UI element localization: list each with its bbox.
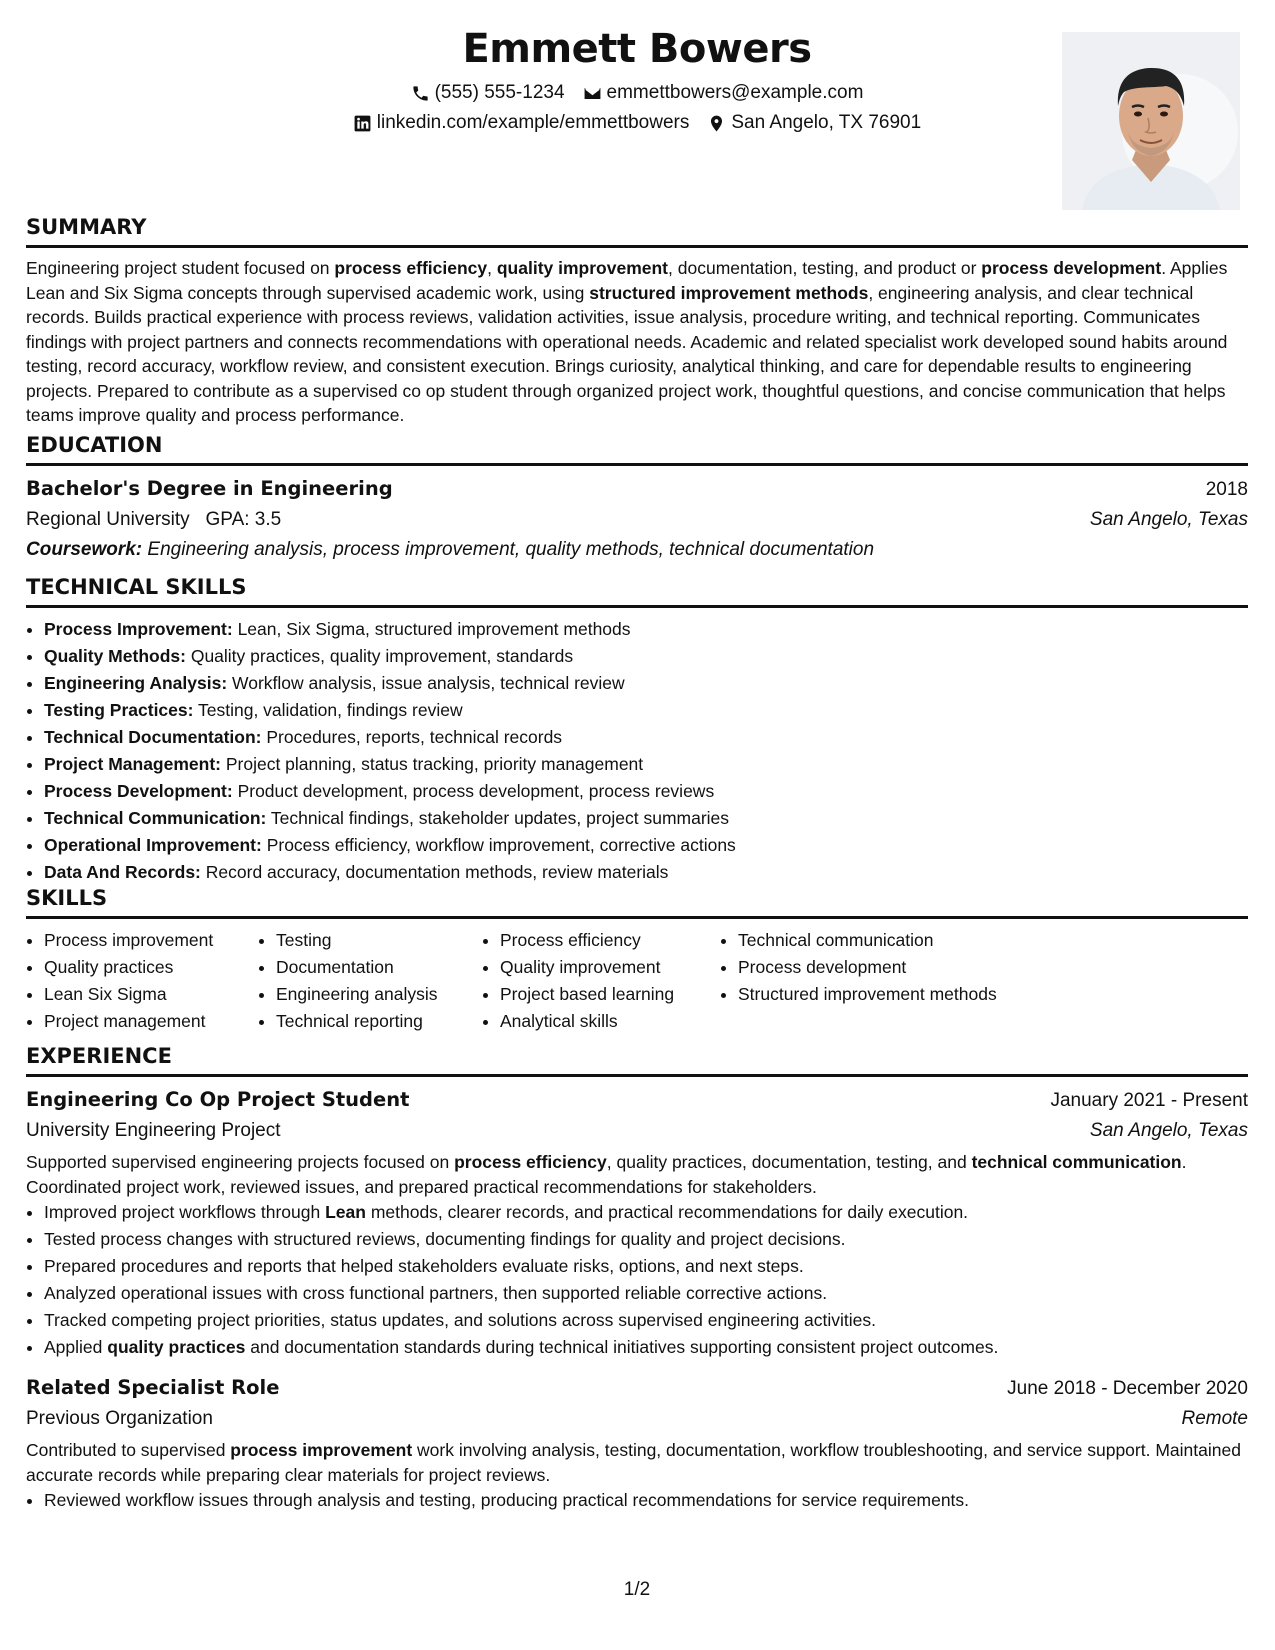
skill-item: • Process improvement [44, 927, 258, 954]
gpa: GPA: 3.5 [205, 509, 282, 530]
envelope-icon [583, 84, 602, 103]
text-segment: , [487, 258, 497, 278]
technical-skill-label: Testing Practices: [44, 700, 194, 720]
skill-item: • Technical communication [738, 927, 1058, 954]
skill-item: • Quality practices [44, 954, 258, 981]
experience-entries [26, 1085, 1248, 1514]
technical-skill-value: Product development, process development, process reviews [237, 781, 715, 801]
text-segment: Improved project workflows through [44, 1202, 326, 1222]
job-bullet [44, 1307, 1248, 1334]
emphasis-text: Lean [325, 1202, 366, 1222]
education-row-1 [26, 474, 1248, 505]
linkedin-link[interactable]: linkedin.com/example/emmettbowers [376, 112, 690, 133]
summary-section [26, 213, 1248, 428]
technical-skill-item [44, 697, 1248, 724]
skill-item: • Quality improvement [500, 954, 720, 981]
job-bullet [44, 1226, 1248, 1253]
text-segment: . Applies Lean and Six Sigma concepts through supervised academic work, using [26, 258, 1228, 303]
text-segment: and documentation standards during technical initiatives supporting consistent project outcomes. [245, 1337, 999, 1357]
degree-title: Bachelor's Degree in Engineering [26, 477, 393, 500]
experience-heading: EXPERIENCE [26, 1042, 1248, 1077]
technical-skill-value: Record accuracy, documentation methods, review materials [205, 862, 669, 882]
text-segment: work involving analysis, testing, documentation, workflow troubleshooting, and service support. Maintained accurate records while preparing clear materials for project reviews. [26, 1440, 1241, 1485]
experience-entry [26, 1373, 1248, 1514]
technical-skill-label: Technical Documentation: [44, 727, 262, 747]
job-row-1 [26, 1085, 1248, 1116]
job-organization: University Engineering Project [26, 1120, 281, 1141]
profile-photo [1062, 32, 1240, 210]
text-segment: Supported supervised engineering projects focused on [26, 1152, 455, 1172]
technical-skill-value: Quality practices, quality improvement, standards [190, 646, 574, 666]
text-segment: methods, clearer records, and practical recommendations for daily execution. [365, 1202, 969, 1222]
technical-skill-value: Testing, validation, findings review [198, 700, 463, 720]
emphasis-text: process improvement [230, 1440, 413, 1460]
text-segment: Applied [44, 1337, 108, 1357]
emphasis-text: quality practices [107, 1337, 246, 1357]
technical-skill-label: Operational Improvement: [44, 835, 262, 855]
technical-skill-item [44, 751, 1248, 778]
linkedin-icon [353, 114, 372, 133]
job-bullet [44, 1199, 1248, 1226]
graduation-year: 2018 [1205, 479, 1248, 500]
job-dates: June 2018 - December 2020 [1007, 1378, 1248, 1399]
text-segment: , engineering analysis, and clear technical records. Builds practical experience with process reviews, validation activities, issue analysis, procedure writing, and technical reporting. Communicates findings with project partners and connects recommendations with operational needs. Academic and related specialist work developed sound habits around testing, record accuracy, workflow review, and consistent execution. Brings curiosity, analytical thinking, and care for dependable results to engineering projects. Prepared to contribute as a supervised co op student through organized project work, thoughtful questions, and concise communication that helps teams improve quality and process performance. [26, 282, 1228, 425]
candidate-name: Emmett Bowers [462, 26, 812, 72]
technical-skill-item [44, 724, 1248, 751]
technical-skill-value: Project planning, status tracking, priority management [225, 754, 644, 774]
technical-skills-section [26, 573, 1248, 886]
job-title: Related Specialist Role [26, 1376, 280, 1399]
technical-skill-item [44, 859, 1248, 886]
technical-skills-list [26, 616, 1248, 886]
technical-skill-item [44, 832, 1248, 859]
contact-email[interactable] [583, 78, 864, 108]
education-heading: EDUCATION [26, 431, 1248, 466]
summary-text [26, 256, 1248, 428]
map-pin-icon [707, 114, 726, 133]
skill-item: • Process development [738, 954, 1058, 981]
text-segment: Engineering project student focused on [26, 258, 335, 278]
job-row-2 [26, 1404, 1248, 1434]
technical-skill-item [44, 643, 1248, 670]
skills-column [258, 927, 482, 1035]
job-summary [26, 1150, 1248, 1199]
location-text: San Angelo, TX 76901 [731, 112, 922, 133]
skill-item: • Process efficiency [500, 927, 720, 954]
avatar [1062, 32, 1240, 210]
skill-item: • Project management [44, 1008, 258, 1035]
skill-item: • Lean Six Sigma [44, 981, 258, 1008]
coursework [26, 535, 1248, 565]
emphasis-text: structured improvement methods [589, 282, 869, 303]
text-segment: . Coordinated project work, reviewed issues, and prepared practical recommendations for stakeholders. [26, 1152, 1187, 1197]
emphasis-text: quality improvement [496, 258, 669, 278]
technical-skill-value: Technical findings, stakeholder updates, project summaries [270, 808, 730, 828]
technical-skill-value: Workflow analysis, issue analysis, technical review [232, 673, 625, 693]
emphasis-text: technical communication [971, 1152, 1182, 1172]
technical-skill-item [44, 778, 1248, 805]
job-bullets [26, 1199, 1248, 1361]
job-bullet [44, 1280, 1248, 1307]
job-row-2 [26, 1116, 1248, 1146]
skills-section [26, 884, 1248, 1035]
skill-item: • Structured improvement methods [738, 981, 1058, 1008]
skills-grid [26, 927, 1248, 1035]
technical-skills-heading: TECHNICAL SKILLS [26, 573, 1248, 608]
text-segment: , quality practices, documentation, testing, and [606, 1152, 972, 1172]
skills-column [720, 927, 1058, 1035]
email-link[interactable]: emmettbowers@example.com [606, 82, 864, 103]
job-location: Remote [1181, 1408, 1248, 1429]
text-segment: Tested process changes with structured reviews, documenting findings for quality and project decisions. [44, 1229, 846, 1249]
skill-item: • Testing [276, 927, 482, 954]
skills-column [482, 927, 720, 1035]
text-segment: Analyzed operational issues with cross functional partners, then supported reliable corrective actions. [44, 1283, 828, 1303]
job-dates: January 2021 - Present [1050, 1090, 1248, 1111]
technical-skill-value: Procedures, reports, technical records [266, 727, 563, 747]
education-section [26, 431, 1248, 565]
job-bullet [44, 1253, 1248, 1280]
job-bullet [44, 1334, 1248, 1361]
technical-skill-value: Process efficiency, workflow improvement, corrective actions [266, 835, 736, 855]
coursework-text: Engineering analysis, process improvement, quality methods, technical documentation [147, 539, 875, 560]
text-segment: Reviewed workflow issues through analysis and testing, producing practical recommendations for service requirements. [44, 1490, 970, 1510]
school-location: San Angelo, Texas [1089, 509, 1248, 530]
technical-skill-label: Engineering Analysis: [44, 673, 228, 693]
technical-skill-label: Technical Communication: [44, 808, 267, 828]
technical-skill-label: Quality Methods: [44, 646, 186, 666]
contact-linkedin[interactable] [353, 108, 690, 138]
resume-page [26, 0, 1248, 1650]
skill-item: • Project based learning [500, 981, 720, 1008]
emphasis-text: process development [981, 258, 1162, 278]
technical-skill-label: Process Improvement: [44, 619, 233, 639]
skill-item: • Analytical skills [500, 1008, 720, 1035]
technical-skill-label: Data And Records: [44, 862, 201, 882]
technical-skill-item [44, 805, 1248, 832]
job-bullet [44, 1487, 1248, 1514]
page-number: 1/2 [623, 1579, 651, 1600]
technical-skill-item [44, 670, 1248, 697]
education-row-2 [26, 505, 1248, 535]
job-location: San Angelo, Texas [1089, 1120, 1248, 1141]
summary-heading: SUMMARY [26, 213, 1248, 248]
job-bullets [26, 1487, 1248, 1514]
emphasis-text: process efficiency [454, 1152, 607, 1172]
emphasis-text: process efficiency [334, 258, 488, 278]
technical-skill-label: Project Management: [44, 754, 221, 774]
skill-item: • Technical reporting [276, 1008, 482, 1035]
skills-column [26, 927, 258, 1035]
phone-icon [411, 84, 430, 103]
job-summary [26, 1438, 1248, 1487]
text-segment: Prepared procedures and reports that helped stakeholders evaluate risks, options, and next steps. [44, 1256, 804, 1276]
technical-skill-label: Process Development: [44, 781, 233, 801]
job-row-1 [26, 1373, 1248, 1404]
technical-skill-value: Lean, Six Sigma, structured improvement methods [237, 619, 631, 639]
phone-text: (555) 555-1234 [434, 82, 565, 103]
job-organization: Previous Organization [26, 1408, 213, 1429]
contact-phone [411, 78, 565, 108]
experience-entry [26, 1085, 1248, 1361]
text-segment: Tracked competing project priorities, status updates, and solutions across supervised engineering activities. [44, 1310, 877, 1330]
text-segment: Contributed to supervised [26, 1440, 231, 1460]
experience-section [26, 1042, 1248, 1514]
school-name: Regional University [26, 509, 190, 530]
skill-item: • Documentation [276, 954, 482, 981]
text-segment: , documentation, testing, and product or [668, 258, 982, 278]
school-info [26, 505, 281, 535]
coursework-label: Coursework: [26, 539, 143, 560]
job-title: Engineering Co Op Project Student [26, 1088, 410, 1111]
contact-location [707, 108, 921, 138]
technical-skill-item [44, 616, 1248, 643]
skill-item: • Engineering analysis [276, 981, 482, 1008]
skills-heading: SKILLS [26, 884, 1248, 919]
